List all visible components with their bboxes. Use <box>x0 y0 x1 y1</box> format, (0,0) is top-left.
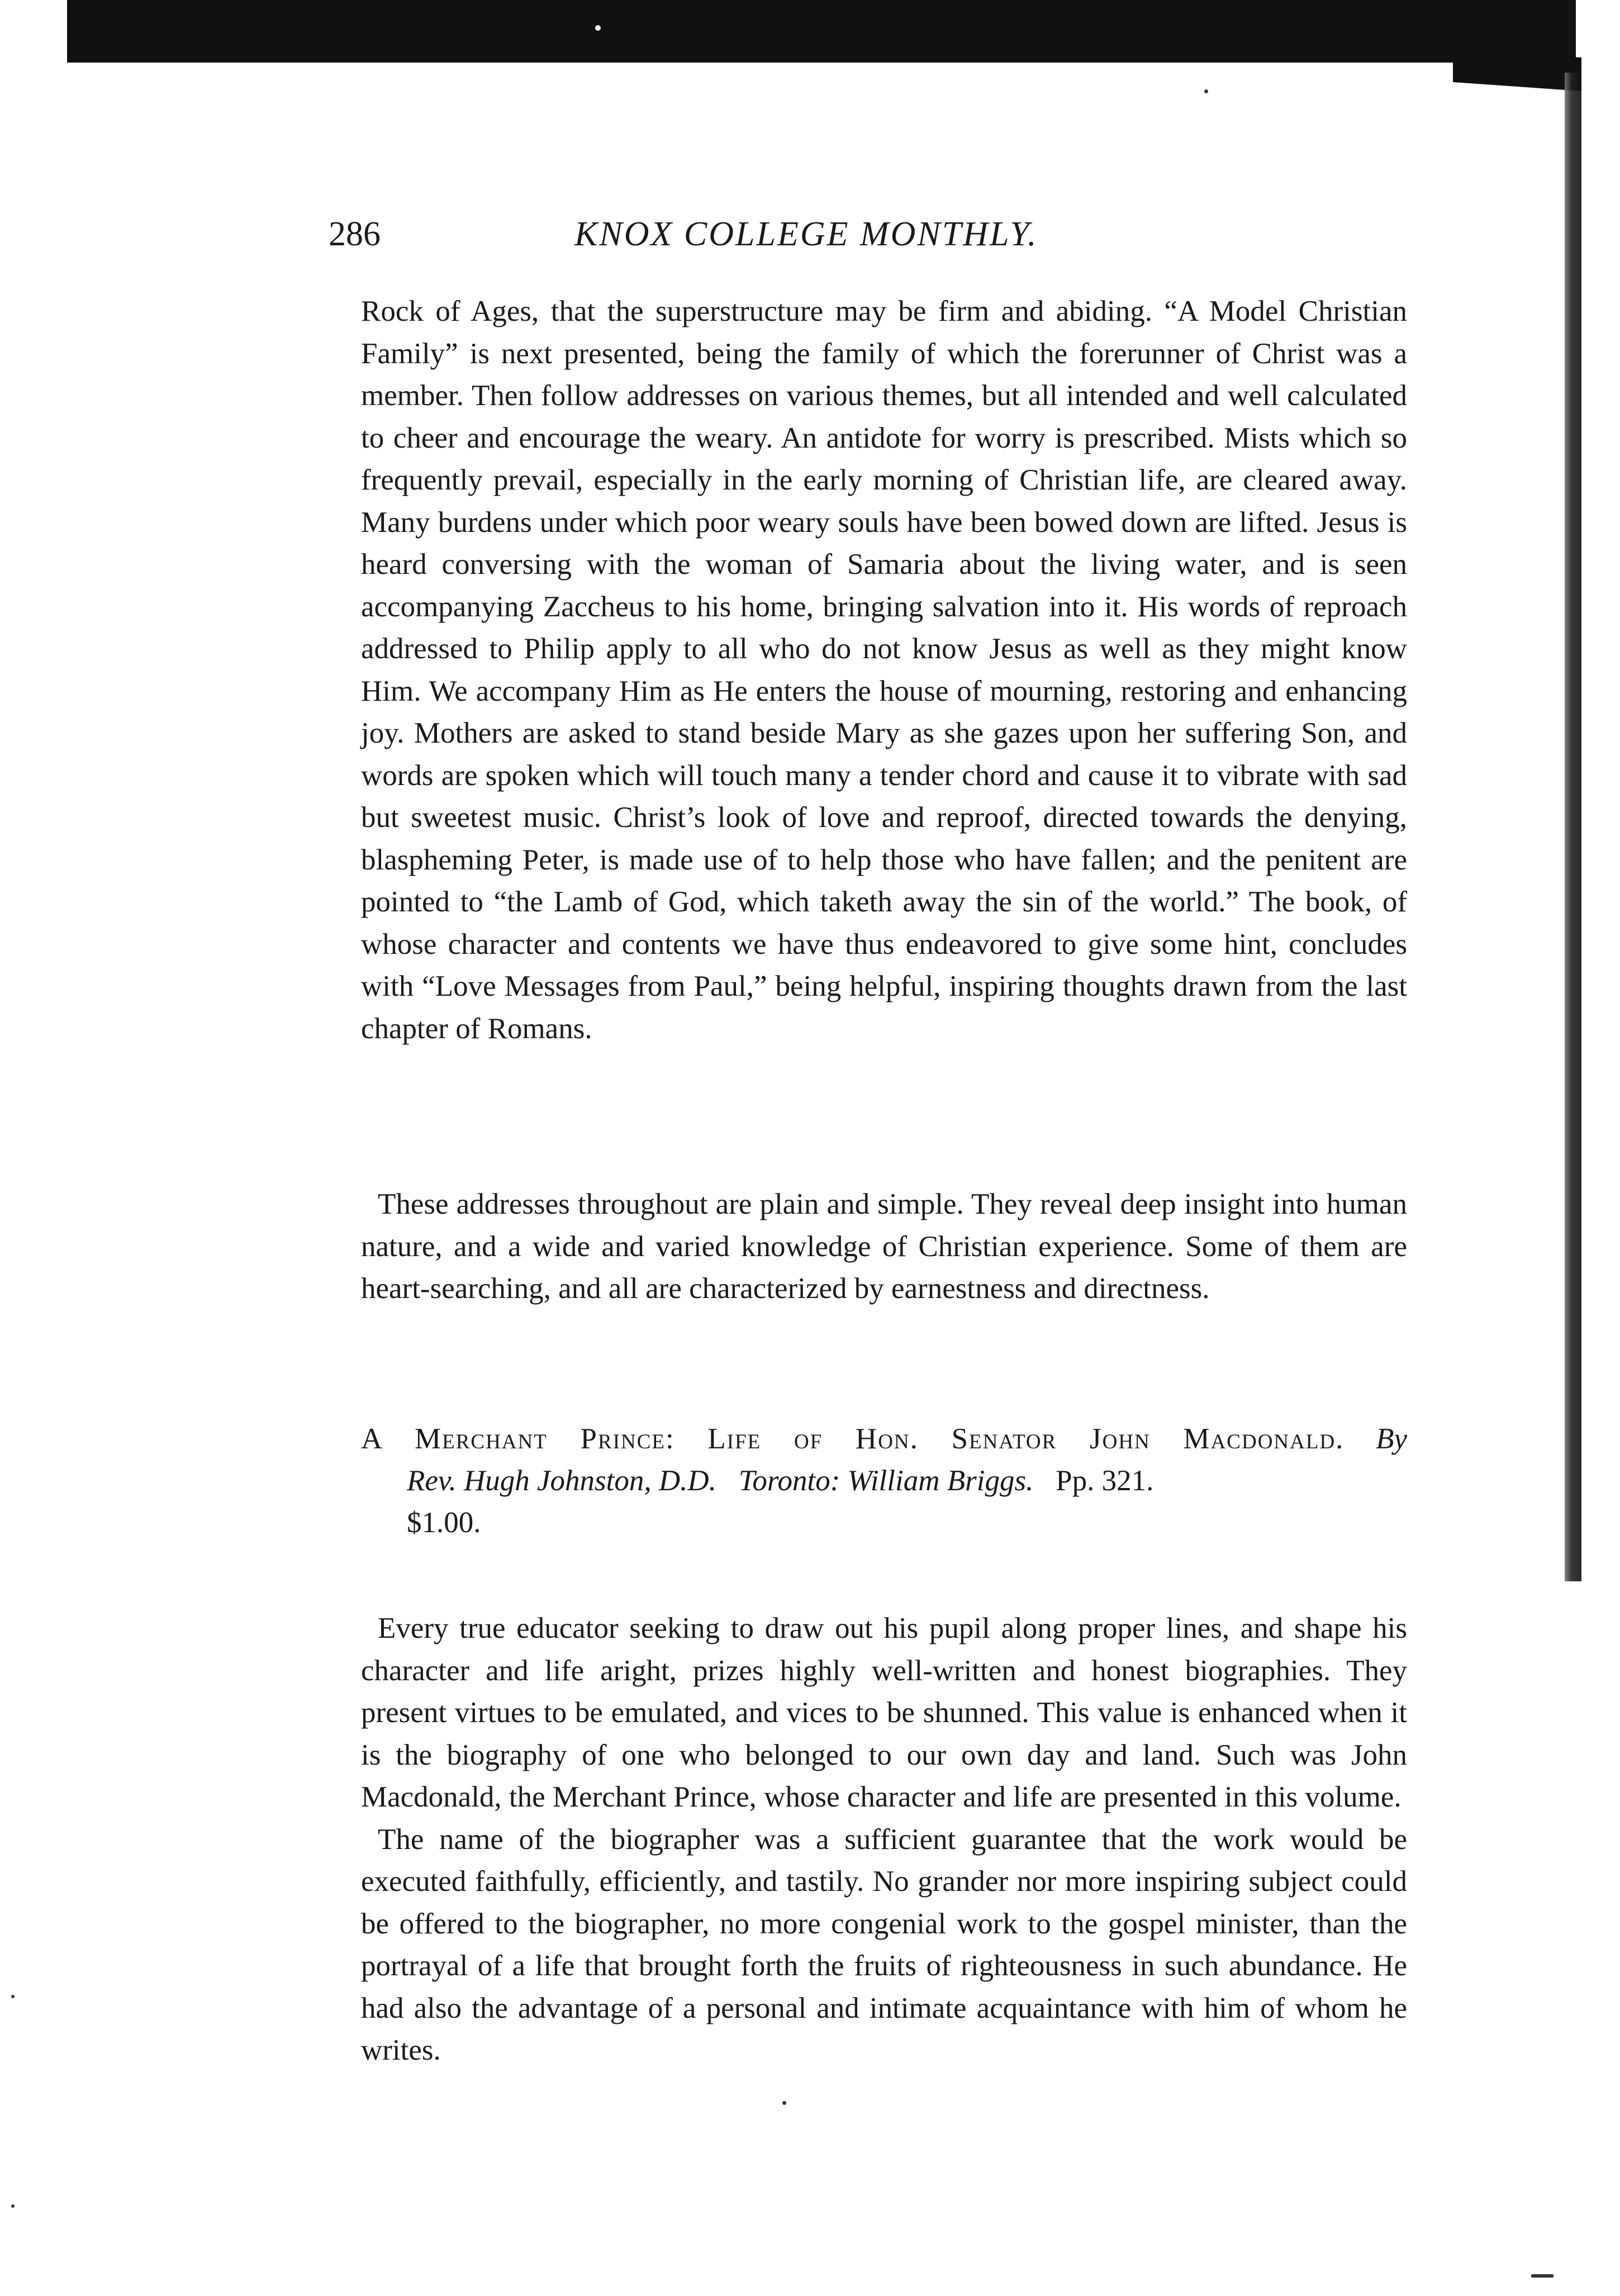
scan-speck <box>595 25 601 31</box>
scan-speck <box>11 2204 15 2208</box>
paragraph: Every true educator seeking to draw out his pupil along proper lines, and shape his character and life aright, prizes highly well-written and honest biographies. They present virtues to be emulated, and vices to be shunned. This value is enhanced when it is the biography of one who belonged to our own day and land. Such was John Macdonald, the Merchant Prince, whose character and life are presented in this volume. <box>361 1612 1407 1813</box>
book-price: $1.00. <box>407 1506 481 1539</box>
scan-speck <box>11 1995 15 1998</box>
book-title: A Merchant Prince: Life of Hon. Senator John Macdonald. <box>361 1423 1345 1455</box>
by-label: By <box>1376 1423 1407 1455</box>
review-heading-details <box>361 1460 1407 1544</box>
review-body <box>361 1608 1407 2072</box>
review-heading-line1 <box>361 1418 1407 1460</box>
paragraph: The name of the biographer was a sufficient guarantee that the work would be executed faithfully, efficiently, and tastily. No grander nor more inspiring subject could be offered to the biographer, no more congenial work to the gospel minister, than the portrayal of a life that brought forth the fruits of righteousness in such abundance. He had also the advantage of a personal and intimate acquaintance with him of whom he writes. <box>361 1823 1407 2066</box>
book-author: Rev. Hugh Johnston, D.D. <box>407 1465 716 1497</box>
scan-speck <box>782 2101 786 2105</box>
running-title: KNOX COLLEGE MONTHLY. <box>574 215 1038 253</box>
body-text-summary <box>361 1183 1407 1310</box>
scan-binding-edge <box>1565 73 1581 1581</box>
scan-speck <box>1531 2274 1554 2278</box>
book-pages: Pp. 321. <box>1056 1465 1154 1497</box>
review-heading <box>361 1418 1407 1544</box>
book-publisher: Toronto: William Briggs. <box>738 1465 1034 1497</box>
page-header <box>329 208 1156 275</box>
scan-top-border <box>67 0 1576 63</box>
paragraph: These addresses throughout are plain and simple. They reveal deep insight into human nature, and a wide and varied knowledge of Christian experience. Some of them are heart-searching, and all are characterized by earnestness and directness. <box>361 1188 1407 1305</box>
scan-speck <box>1204 89 1208 93</box>
page-number: 286 <box>329 215 381 253</box>
body-text-continuation <box>361 291 1407 1050</box>
paragraph: Rock of Ages, that the superstructure may be firm and abiding. “A Model Christian Family” is next presented, being the family of which the forerunner of Christ was a member. Then follow addresses on various themes, but all intended and well calculated to cheer and encourage the weary. An antidote for worry is prescribed. Mists which so frequently prevail, especially in the early morning of Christian life, are cleared away. Many burdens under which poor weary souls have been bowed down are lifted. Jesus is heard conversing with the woman of Samaria about the living water, and is seen accompanying Zaccheus to his home, bringing salvation into it. His words of reproach addressed to Philip apply to all who do not know Jesus as well as they might know Him. We accompany Him as He enters the house of mourning, restoring and enhancing joy. Mothers are asked to stand beside Mary as she gazes upon her suffering Son, and words are spoken which will touch many a tender chord and cause it to vibrate with sad but sweetest music. Christ’s look of love and reproof, directed towards the denying, blaspheming Peter, is made use of to help those who have fallen; and the penitent are pointed to “the Lamb of God, which taketh away the sin of the world.” The book, of whose character and contents we have thus endeavored to give some hint, concludes with “Love Messages from Paul,” being helpful, inspiring thoughts drawn from the last chapter of Romans. <box>361 295 1407 1045</box>
